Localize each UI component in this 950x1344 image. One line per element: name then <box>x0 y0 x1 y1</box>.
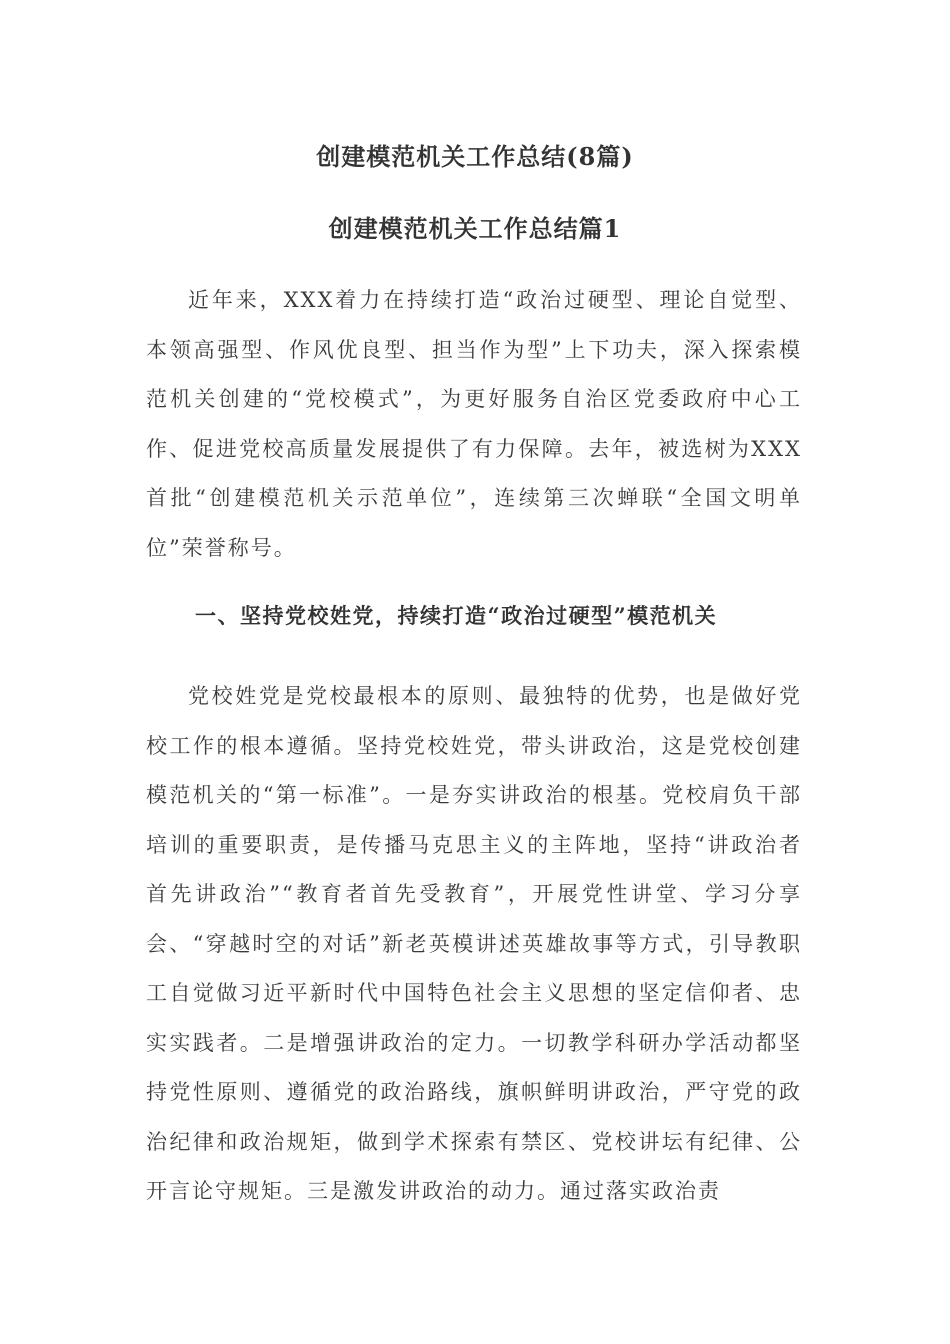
document-title: 创建模范机关工作总结(8篇) <box>316 142 634 171</box>
paragraph-section-1: 党校姓党是党校最根本的原则、最独特的优势，也是做好党校工作的根本遵循。坚持党校姓党，带头讲政治，这是党校创建模范机关的“第一标准”。一是夯实讲政治的根基。党校肩负干部培训的重要职责，是传播马克思主义的主阵地，坚持“讲政治者首先讲政治”“教育者首先受教育”，开展党性讲堂、学习分享会、“穿越时空的对话”新老英模讲述英雄故事等方式，引导教职工自觉做习近平新时代中国特色社会主义思想的坚定信仰者、忠实实践者。二是增强讲政治的定力。一切教学科研办学活动都坚持党性原则、遵循党的政治路线，旗帜鲜明讲政治，严守党的政治纪律和政治规矩，做到学术探索有禁区、党校讲坛有纪律、公开言论守规矩。三是激发讲政治的动力。通过落实政治责 <box>146 684 802 1203</box>
document-subtitle: 创建模范机关工作总结篇1 <box>328 214 622 243</box>
section-heading: 一、坚持党校姓党，持续打造“政治过硬型”模范机关 <box>195 603 718 628</box>
paragraph-intro: 近年来，XXX着力在持续打造“政治过硬型、理论自觉型、本领高强型、作风优良型、担当作为型”上下功夫，深入探索模范机关创建的“党校模式”，为更好服务自治区党委政府中心工作、促进党校高质量发展提供了有力保障。去年，被选树为XXX首批“创建模范机关示范单位”，连续第三次蝉联“全国文明单位”荣誉称号。 <box>146 288 802 560</box>
